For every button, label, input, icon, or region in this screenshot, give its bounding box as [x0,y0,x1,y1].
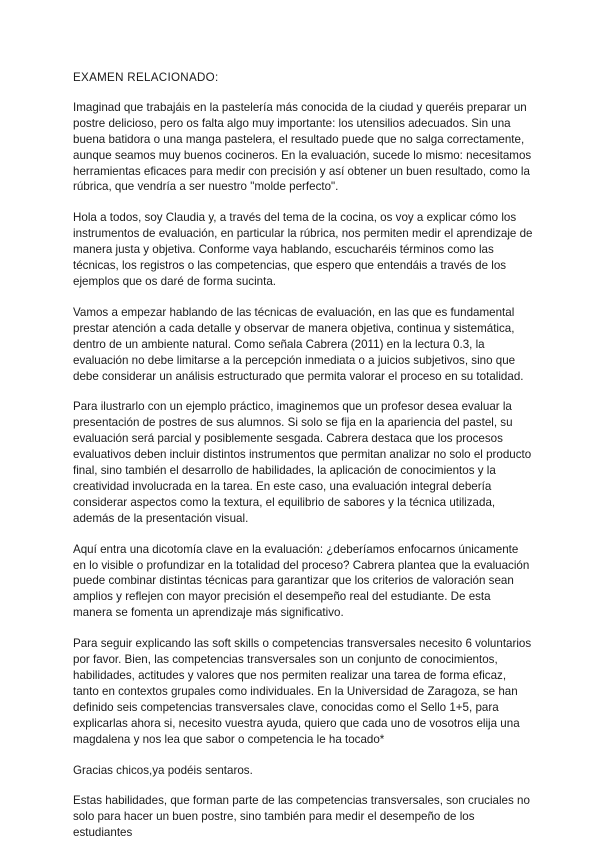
paragraph-soft-skills: Para seguir explicando las soft skills o competencias transversales necesito 6 voluntarios por favor. Bien, las competencias transversales son un conjunto de conocimientos, habilidades, actitudes y valores que nos permiten realizar una tarea de forma eficaz, tanto en contextos grupales como individuales. En la Universidad de Zaragoza, se han definido seis competencias transversales clave, conocidas como el Sello 1+5, para explicarlas ahora si, necesito vuestra ayuda, quiero que cada uno de vosotros elija una magdalena y nos lea que sabor o competencia le ha tocado* [73,637,532,746]
paragraph-techniques: Vamos a empezar hablando de las técnicas de evaluación, en las que es fundamental prestar atención a cada detalle y observar de manera objetiva, continua y sistemática, dentro de un ambiente natural. Como señala Cabrera (2011) en la lectura 0.3, la evaluación no debe limitarse a la percepción inmediata o a juicios subjetivos, sino que debe considerar un análisis estructurado que permita valorar el proceso en su totalidad. [73,305,524,383]
paragraph-greeting: Hola a todos, soy Claudia y, a través del tema de la cocina, os voy a explicar cómo los instrumentos de evaluación, en particular la rúbrica, nos permiten medir el aprendizaje de manera justa y objetiva. Conforme vaya hablando, escucharéis términos como las técnicas, los registros o las competencias, que espero que entendáis a través de los ejemplos que os daré de forma sucinta. [73,211,533,288]
paragraph-example: Para ilustrarlo con un ejemplo práctico, imaginemos que un profesor desea evaluar la presentación de postres de sus alumnos. Si solo se fija en la apariencia del pastel, su evaluación será parcial y posiblemente sesgada. Cabrera destaca que los procesos evaluativos deben incluir distintos instrumentos que permitan analizar no solo el producto final, sino también el desarrollo de habilidades, la aplicación de conocimientos y la creatividad involucrada en la tarea. En este caso, una evaluación integral debería considerar aspectos como la textura, el equilibrio de sabores y la técnica utilizada, además de la presentación visual. [73,400,532,525]
paragraph-closing: Estas habilidades, que forman parte de las competencias transversales, son cruciales no solo para hacer un buen postre, sino también para medir el desempeño de los estudiantes [73,794,530,840]
paragraph-thanks: Gracias chicos,ya podéis sentaros. [73,763,253,777]
paragraph-intro: Imaginad que trabajáis en la pastelería más conocida de la ciudad y queréis preparar un postre delicioso, pero os falta algo muy importante: los utensilios adecuados. Sin una buena batidora o una manga pastelera, el resultado puede que no salga correctamente, aunque seamos muy buenos cocineros. En la evaluación, sucede lo mismo: necesitamos herramientas eficaces para medir con precisión y así obtener un buen resultado, como la rúbrica, que vendría a ser nuestro "molde perfecto". [73,100,532,194]
paragraph-dichotomy: Aquí entra una dicotomía clave en la evaluación: ¿deberíamos enfocarnos únicamente en lo visible o profundizar en la totalidad del proceso? Cabrera plantea que la evaluación puede combinar distintas técnicas para garantizar que los criterios de valoración sean amplios y reflejen con mayor precisión el desempeño real del estudiante. De esta manera se fomenta un aprendizaje más significativo. [73,542,530,620]
document-body [73,70,533,848]
document-heading: EXAMEN RELACIONADO: [73,71,219,84]
